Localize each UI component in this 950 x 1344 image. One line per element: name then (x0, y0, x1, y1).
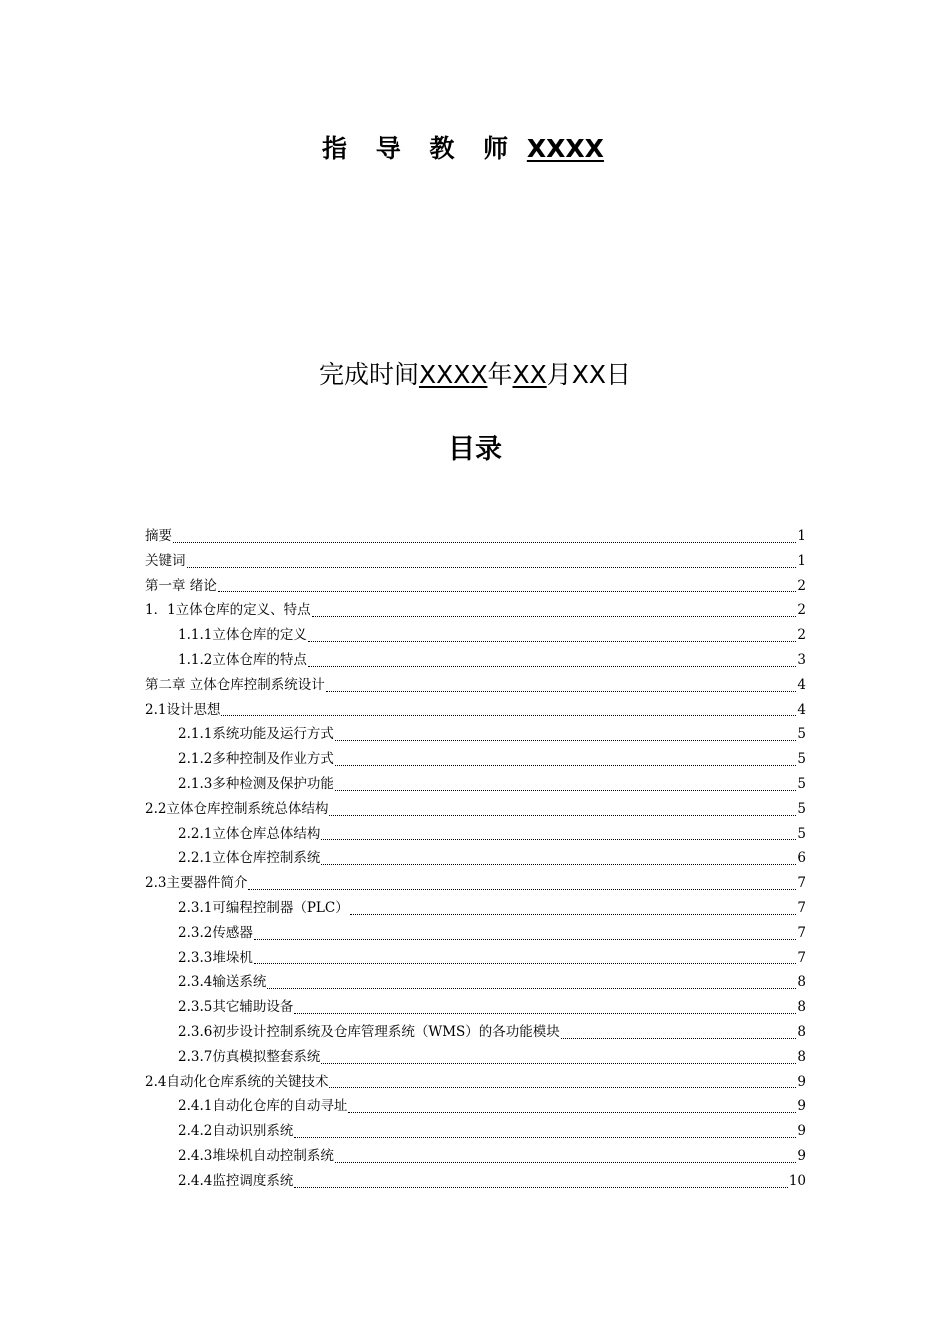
advisor-line (322, 132, 604, 166)
toc-dot-leader (248, 889, 796, 890)
toc-entry-title: 2.3.2传感器 (178, 924, 253, 941)
toc-entry-title: 2.4自动化仓库系统的关键技术 (145, 1073, 329, 1090)
toc-dot-leader (350, 914, 796, 915)
toc-entry[interactable] (145, 921, 806, 946)
toc-entry[interactable] (145, 946, 806, 971)
advisor-name: XXXX (526, 134, 604, 163)
toc-entry[interactable] (145, 524, 806, 549)
toc-dot-leader (173, 542, 796, 543)
toc-entry[interactable] (145, 1020, 806, 1045)
toc-entry-page: 7 (797, 949, 806, 966)
toc-list (145, 524, 806, 1194)
toc-entry-title: 2.3.6初步设计控制系统及仓库管理系统（WMS）的各功能模块 (178, 1023, 560, 1040)
toc-entry-title: 2.1.3多种检测及保护功能 (178, 775, 334, 792)
toc-entry[interactable] (145, 722, 806, 747)
toc-dot-leader (254, 939, 796, 940)
toc-dot-leader (335, 765, 796, 766)
toc-entry-page: 8 (797, 999, 806, 1016)
toc-entry-title: 2.1设计思想 (145, 701, 221, 718)
toc-entry[interactable] (145, 846, 806, 871)
completion-year: XXXX (418, 360, 488, 389)
toc-dot-leader (294, 1137, 796, 1138)
toc-entry-title: 第二章 立体仓库控制系统设计 (145, 676, 325, 693)
toc-dot-leader (561, 1038, 796, 1039)
toc-entry[interactable] (145, 1094, 806, 1119)
toc-entry-page: 9 (797, 1123, 806, 1140)
toc-entry-title: 关键词 (145, 552, 186, 569)
toc-entry-page: 5 (797, 825, 806, 842)
toc-dot-leader (326, 691, 796, 692)
toc-entry-page: 8 (797, 974, 806, 991)
toc-entry[interactable] (145, 673, 806, 698)
toc-entry-page: 9 (797, 1098, 806, 1115)
toc-entry[interactable] (145, 549, 806, 574)
toc-entry-page: 7 (797, 875, 806, 892)
toc-entry[interactable] (145, 871, 806, 896)
toc-entry[interactable] (145, 698, 806, 723)
toc-entry-page: 6 (797, 850, 806, 867)
toc-entry-title: 摘要 (145, 528, 172, 544)
toc-entry-title: 2.3.4输送系统 (178, 974, 267, 991)
toc-dot-leader (294, 1187, 787, 1188)
toc-dot-leader (329, 815, 796, 816)
completion-year-unit: 年 (487, 360, 513, 389)
toc-dot-leader (308, 641, 796, 642)
toc-dot-leader (348, 1112, 796, 1113)
toc-entry-page: 1 (797, 552, 806, 569)
toc-title: 目录 (448, 434, 502, 465)
toc-entry-title: 2.2.1立体仓库总体结构 (178, 825, 321, 842)
toc-entry[interactable] (145, 648, 806, 673)
completion-month: XX (512, 360, 547, 389)
toc-entry[interactable] (145, 623, 806, 648)
toc-entry-title: 2.2.1立体仓库控制系统 (178, 850, 321, 867)
toc-entry-page: 4 (797, 701, 806, 718)
toc-entry[interactable] (145, 995, 806, 1020)
toc-entry-title: 2.4.1自动化仓库的自动寻址 (178, 1098, 348, 1115)
toc-dot-leader (254, 963, 796, 964)
toc-entry-page: 9 (797, 1073, 806, 1090)
toc-entry-title: 1.1.1立体仓库的定义 (178, 627, 307, 644)
toc-entry[interactable] (145, 970, 806, 995)
completion-label: 完成时间 (318, 360, 419, 389)
toc-entry-page: 5 (797, 775, 806, 792)
toc-entry-title: 2.3主要器件简介 (145, 875, 248, 892)
toc-entry[interactable] (145, 772, 806, 797)
toc-dot-leader (218, 591, 796, 592)
toc-entry-title: 2.3.3堆垛机 (178, 949, 253, 966)
toc-dot-leader (294, 1013, 796, 1014)
toc-dot-leader (321, 1063, 796, 1064)
toc-entry-page: 8 (797, 1048, 806, 1065)
toc-entry-page: 7 (797, 899, 806, 916)
toc-entry[interactable] (145, 747, 806, 772)
toc-entry-title: 2.2立体仓库控制系统总体结构 (145, 800, 329, 817)
toc-entry-title: 1.1.2立体仓库的特点 (178, 651, 307, 668)
advisor-label: 指 导 教 师 (322, 134, 519, 163)
toc-dot-leader (335, 1162, 796, 1163)
toc-entry-page: 10 (788, 1172, 806, 1189)
toc-entry-title: 2.1.1系统功能及运行方式 (178, 726, 334, 743)
toc-entry[interactable] (145, 1070, 806, 1095)
toc-dot-leader (335, 740, 796, 741)
toc-entry[interactable] (145, 574, 806, 599)
completion-day: XX (571, 360, 607, 389)
toc-entry-title: 2.3.7仿真模拟整套系统 (178, 1048, 321, 1065)
toc-entry-page: 8 (797, 1023, 806, 1040)
completion-day-unit: 日 (606, 360, 632, 389)
toc-entry-title: 第一章 绪论 (145, 577, 217, 594)
toc-entry-page: 7 (797, 924, 806, 941)
toc-entry[interactable] (145, 797, 806, 822)
toc-entry-title: 2.3.1可编程控制器（PLC） (178, 899, 349, 916)
toc-entry-title: 2.4.4监控调度系统 (178, 1172, 294, 1189)
toc-dot-leader (187, 567, 797, 568)
toc-entry-page: 2 (797, 602, 806, 619)
toc-entry-page: 5 (797, 751, 806, 768)
toc-dot-leader (267, 988, 796, 989)
toc-entry-page: 5 (797, 800, 806, 817)
toc-entry[interactable] (145, 1144, 806, 1169)
toc-entry-page: 9 (797, 1147, 806, 1164)
completion-month-unit: 月 (546, 360, 572, 389)
toc-dot-leader (335, 790, 796, 791)
toc-dot-leader (312, 616, 796, 617)
toc-entry-page: 1 (797, 528, 806, 544)
toc-entry[interactable] (145, 1045, 806, 1070)
toc-dot-leader (308, 666, 796, 667)
toc-dot-leader (329, 1087, 796, 1088)
toc-dot-leader (221, 715, 796, 716)
toc-dot-leader (321, 864, 796, 865)
toc-entry-page: 4 (797, 676, 806, 693)
completion-date-line (0, 358, 950, 392)
toc-dot-leader (321, 839, 796, 840)
toc-entry[interactable] (145, 896, 806, 921)
toc-entry[interactable] (145, 598, 806, 623)
toc-entry-page: 2 (797, 627, 806, 644)
toc-entry-title: 2.4.3堆垛机自动控制系统 (178, 1147, 334, 1164)
toc-entry[interactable] (145, 1169, 806, 1194)
toc-entry-page: 2 (797, 577, 806, 594)
toc-entry-title: 1．1立体仓库的定义、特点 (145, 602, 311, 619)
toc-entry-title: 2.3.5其它辅助设备 (178, 999, 294, 1016)
toc-entry-title: 2.1.2多种控制及作业方式 (178, 751, 334, 768)
toc-entry[interactable] (145, 1119, 806, 1144)
toc-entry-page: 3 (797, 651, 806, 668)
toc-entry-title: 2.4.2自动识别系统 (178, 1123, 294, 1140)
toc-entry[interactable] (145, 822, 806, 847)
toc-entry-page: 5 (797, 726, 806, 743)
